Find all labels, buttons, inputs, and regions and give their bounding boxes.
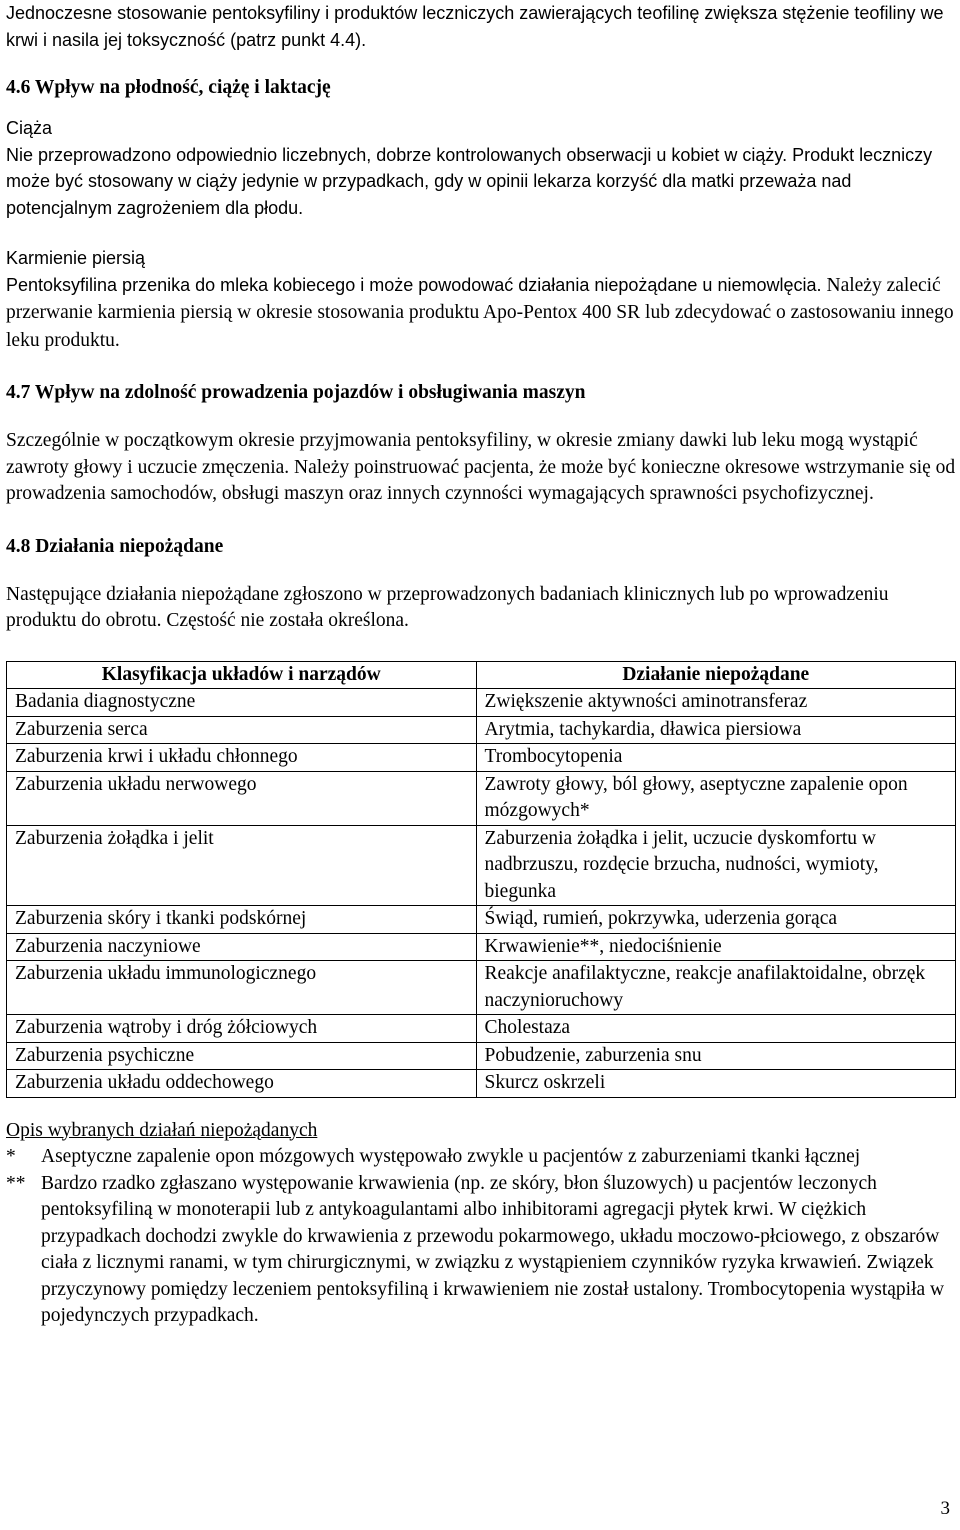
table-cell-organ-class: Zaburzenia naczyniowe xyxy=(7,933,477,961)
table-cell-organ-class: Zaburzenia wątroby i dróg żółciowych xyxy=(7,1015,477,1043)
table-cell-organ-class: Zaburzenia skóry i tkanki podskórnej xyxy=(7,906,477,934)
table-cell-organ-class: Zaburzenia psychiczne xyxy=(7,1042,477,1070)
table-cell-reaction: Zawroty głowy, ból głowy, aseptyczne zapalenie opon mózgowych* xyxy=(476,771,955,825)
table-cell-organ-class: Zaburzenia serca xyxy=(7,716,477,744)
table-row xyxy=(7,825,956,906)
breastfeeding-paragraph xyxy=(6,272,956,355)
section-4-7-text-1: Szczególnie w początkowym okresie przyjmowania pentoksyfiliny, w okresie zmiany dawki lub leku mogą wystąpić zawroty głowy i uczucie zmęczenia. xyxy=(6,430,918,478)
footnotes xyxy=(6,1118,956,1330)
table-header-row xyxy=(7,661,956,689)
table-row xyxy=(7,1042,956,1070)
section-4-7-paragraph xyxy=(6,428,956,508)
table-cell-reaction: Krwawienie**, niedociśnienie xyxy=(476,933,955,961)
pregnancy-paragraph xyxy=(6,142,956,222)
footnote-2-mark: ** xyxy=(6,1172,26,1194)
table-cell-reaction: Cholestaza xyxy=(476,1015,955,1043)
section-4-8-heading: 4.8 Działania niepożądane xyxy=(6,535,224,557)
breastfeeding-text-1: Pentoksyfilina przenika do mleka kobiecego i może powodować działania niepożądane u niemowlęcia. xyxy=(6,274,822,295)
table-row xyxy=(7,961,956,1015)
table-cell-organ-class: Zaburzenia krwi i układu chłonnego xyxy=(7,744,477,772)
table-cell-reaction: Skurcz oskrzeli xyxy=(476,1070,955,1098)
table-row xyxy=(7,906,956,934)
table-cell-reaction: Zaburzenia żołądka i jelit, uczucie dyskomfortu w nadbrzuszu, rozdęcie brzucha, nudności, wymioty, biegunka xyxy=(476,825,955,906)
section-4-7-heading: 4.7 Wpływ na zdolność prowadzenia pojazdów i obsługiwania maszyn xyxy=(6,382,586,403)
table-cell-reaction: Świąd, rumień, pokrzywka, uderzenia gorąca xyxy=(476,906,955,934)
table-row xyxy=(7,744,956,772)
footnote-1 xyxy=(6,1144,956,1171)
footnote-1-mark: * xyxy=(6,1146,16,1167)
table-row xyxy=(7,1070,956,1098)
table-cell-organ-class: Zaburzenia układu nerwowego xyxy=(7,771,477,825)
table-cell-organ-class: Zaburzenia żołądka i jelit xyxy=(7,825,477,906)
table-header-organ-class: Klasyfikacja układów i narządów xyxy=(7,661,477,689)
table-cell-reaction: Zwiększenie aktywności aminotransferaz xyxy=(476,689,955,717)
section-4-8-text-1: Następujące działania niepożądane zgłoszono w przeprowadzonych badaniach klinicznych lub po wprowadzeniu produktu do obrotu. xyxy=(6,583,889,631)
table-header-reaction: Działanie niepożądane xyxy=(476,661,955,689)
footnote-2-text: Bardzo rzadko zgłaszano występowanie krwawienia (np. ze skóry, błon śluzowych) u pacjentów leczonych pentoksyfiliną w monoterapii lub z antykoagulantami albo inhibitorami agregacji płytek krwi. W ciężkich przypadkach dochodzi zwykle do krwawienia z przewodu pokarmowego, układu moczowo-płciowego, z obszarów ciała z licznymi ranami, w tym chirurgicznymi, w związku z wystąpieniem czynników ryzyka krwawień. Związek przyczynowy pomiędzy leczeniem pentoksyfiliną i krwawieniem nie został ustalony. Trombocytopenia wystąpiła w pojedynczych przypadkach. xyxy=(41,1172,945,1326)
document-page xyxy=(6,0,956,1330)
table-cell-reaction: Reakcje anafilaktyczne, reakcje anafilaktoidalne, obrzęk naczynioruchowy xyxy=(476,961,955,1015)
table-cell-reaction: Arytmia, tachykardia, dławica piersiowa xyxy=(476,716,955,744)
pregnancy-text-2: Produkt leczniczy może być stosowany w ciąży jedynie w przypadkach, gdy w opinii lekarza korzyść dla matki przeważa nad potencjalnym zagrożeniem dla płodu. xyxy=(6,144,933,218)
adverse-reactions-table xyxy=(6,661,956,1098)
table-row xyxy=(7,771,956,825)
table-row xyxy=(7,1015,956,1043)
section-4-8-paragraph xyxy=(6,582,956,635)
section-4-6-heading: 4.6 Wpływ na płodność, ciążę i laktację xyxy=(6,77,331,98)
footnote-2 xyxy=(6,1171,956,1330)
section-4-8-text-2: Częstość nie została określona. xyxy=(166,610,409,631)
footnote-1-text: Aseptyczne zapalenie opon mózgowych występowało zwykle u pacjentów z zaburzeniami tkanki łącznej xyxy=(41,1146,861,1167)
footnotes-title: Opis wybranych działań niepożądanych xyxy=(6,1119,318,1141)
table-cell-organ-class: Badania diagnostyczne xyxy=(7,689,477,717)
table-row xyxy=(7,933,956,961)
table-row xyxy=(7,716,956,744)
table-cell-reaction: Trombocytopenia xyxy=(476,744,955,772)
breastfeeding-text-2: Należy zalecić przerwanie karmienia piersią w okresie stosowania produktu Apo-Pentox 400 SR lub zdecydować o zastosowaniu innego leku produktu. xyxy=(6,274,954,351)
table-cell-organ-class: Zaburzenia układu immunologicznego xyxy=(7,961,477,1015)
pregnancy-title: Ciąża xyxy=(6,118,53,138)
intro-paragraph: Jednoczesne stosowanie pentoksyfiliny i produktów leczniczych zawierających teofilinę zwiększa stężenie teofiliny we krwi i nasila jej toksyczność (patrz punkt 4.4). xyxy=(6,3,944,50)
section-4-7-text-2: Należy poinstruować pacjenta, że może być konieczne okresowe wstrzymanie się od prowadzenia samochodów, obsługi maszyn oraz innych czynności wymagających sprawności psychofizycznej. xyxy=(6,456,956,504)
breastfeeding-title: Karmienie piersią xyxy=(6,248,146,268)
page-number: 3 xyxy=(940,1498,950,1519)
table-cell-reaction: Pobudzenie, zaburzenia snu xyxy=(476,1042,955,1070)
table-cell-organ-class: Zaburzenia układu oddechowego xyxy=(7,1070,477,1098)
table-row xyxy=(7,689,956,717)
pregnancy-text-1: Nie przeprowadzono odpowiednio liczebnych, dobrze kontrolowanych obserwacji u kobiet w ciąży. xyxy=(6,144,788,165)
